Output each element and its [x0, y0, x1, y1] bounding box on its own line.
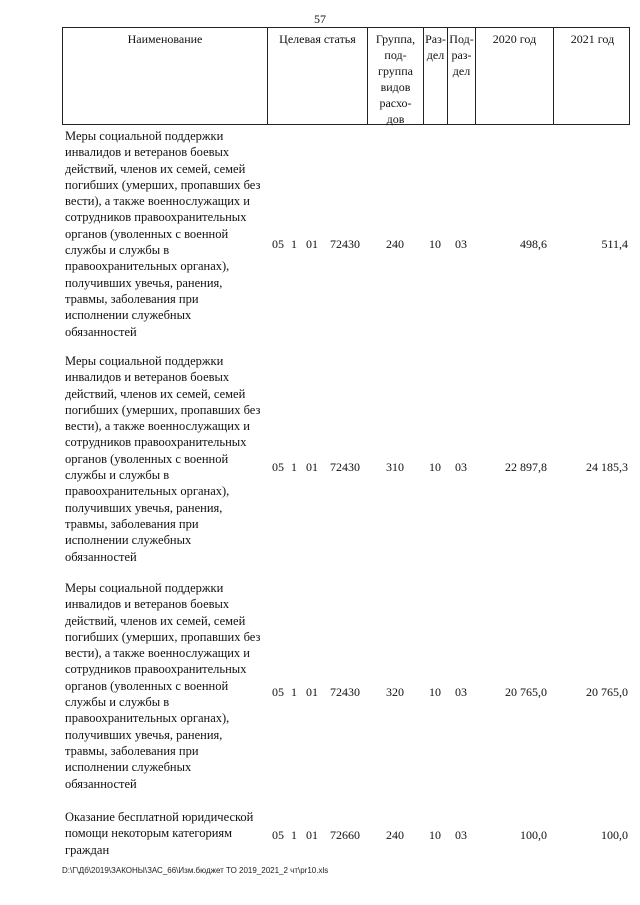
- row-cs3: 01: [306, 828, 318, 842]
- footer-file-path: D:\Г\Дб\2019\ЗАКОНЫ\ЗАС_66\Изм.бюджет ТО 2019_2021_2 чт\pr10.xls: [62, 866, 329, 875]
- row-2020: 100,0: [520, 828, 547, 842]
- row-cs2: 1: [291, 828, 297, 842]
- row-group: 310: [386, 460, 404, 474]
- row-2021: 100,0: [601, 828, 628, 842]
- row-subsection: 03: [455, 237, 467, 251]
- row-subsection: 03: [455, 460, 467, 474]
- row-cs2: 1: [291, 460, 297, 474]
- table-row: [62, 809, 630, 859]
- header-2021: 2021 год: [570, 32, 615, 46]
- table-row: [62, 580, 630, 790]
- row-cs2: 1: [291, 685, 297, 699]
- row-section: 10: [429, 460, 441, 474]
- row-group: 320: [386, 685, 404, 699]
- row-section: 10: [429, 237, 441, 251]
- header-target-article: Целевая статья: [268, 28, 368, 124]
- row-cs1: 05: [272, 237, 284, 251]
- row-group: 240: [386, 828, 404, 842]
- header-group: Группа, под- группа видов расхо- дов: [368, 28, 424, 124]
- row-2021: 24 185,3: [586, 460, 628, 474]
- page-number: 57: [314, 12, 326, 26]
- table-row: [62, 128, 630, 338]
- row-2020: 22 897,8: [505, 460, 547, 474]
- row-cs1: 05: [272, 685, 284, 699]
- table-header: [62, 27, 630, 125]
- row-2021: 511,4: [601, 237, 628, 251]
- row-cs3: 01: [306, 460, 318, 474]
- header-section: Раз- дел: [424, 28, 448, 124]
- row-cs4: 72430: [330, 237, 360, 251]
- header-subsection: Под- раз- дел: [448, 28, 476, 124]
- row-name: Оказание бесплатной юридической помощи некоторым категориям граждан: [65, 810, 254, 857]
- row-name: Меры социальной поддержки инвалидов и ветеранов боевых действий, членов их семей, семей погибших (умерших, пропавших без вести), а также военнослужащих и сотрудников правоохранительных органов (уволенных с военной службы и службы в правоохранительных органах), получивших увечья, ранения, травмы, заболевания при исполнении служебных обязанностей: [65, 129, 261, 339]
- row-cs3: 01: [306, 237, 318, 251]
- row-cs4: 72430: [330, 685, 360, 699]
- row-cs4: 72660: [330, 828, 360, 842]
- row-cs2: 1: [291, 237, 297, 251]
- row-2021: 20 765,0: [586, 685, 628, 699]
- row-subsection: 03: [455, 685, 467, 699]
- header-2020: 2020 год: [476, 28, 554, 124]
- row-name: Меры социальной поддержки инвалидов и ветеранов боевых действий, членов их семей, семей погибших (умерших, пропавших без вести), а также военнослужащих и сотрудников правоохранительных органов (уволенных с военной службы и службы в правоохранительных органах), получивших увечья, ранения, травмы, заболевания при исполнении служебных обязанностей: [65, 354, 261, 564]
- row-section: 10: [429, 685, 441, 699]
- row-subsection: 03: [455, 828, 467, 842]
- row-group: 240: [386, 237, 404, 251]
- row-cs1: 05: [272, 460, 284, 474]
- row-section: 10: [429, 828, 441, 842]
- row-cs4: 72430: [330, 460, 360, 474]
- row-2020: 20 765,0: [505, 685, 547, 699]
- table-row: [62, 353, 630, 563]
- row-2020: 498,6: [520, 237, 547, 251]
- header-name: Наименование: [63, 28, 268, 124]
- row-name: Меры социальной поддержки инвалидов и ветеранов боевых действий, членов их семей, семей погибших (умерших, пропавших без вести), а также военнослужащих и сотрудников правоохранительных органов (уволенных с военной службы и службы в правоохранительных органах), получивших увечья, ранения, травмы, заболевания при исполнении служебных обязанностей: [65, 581, 261, 791]
- row-cs3: 01: [306, 685, 318, 699]
- row-cs1: 05: [272, 828, 284, 842]
